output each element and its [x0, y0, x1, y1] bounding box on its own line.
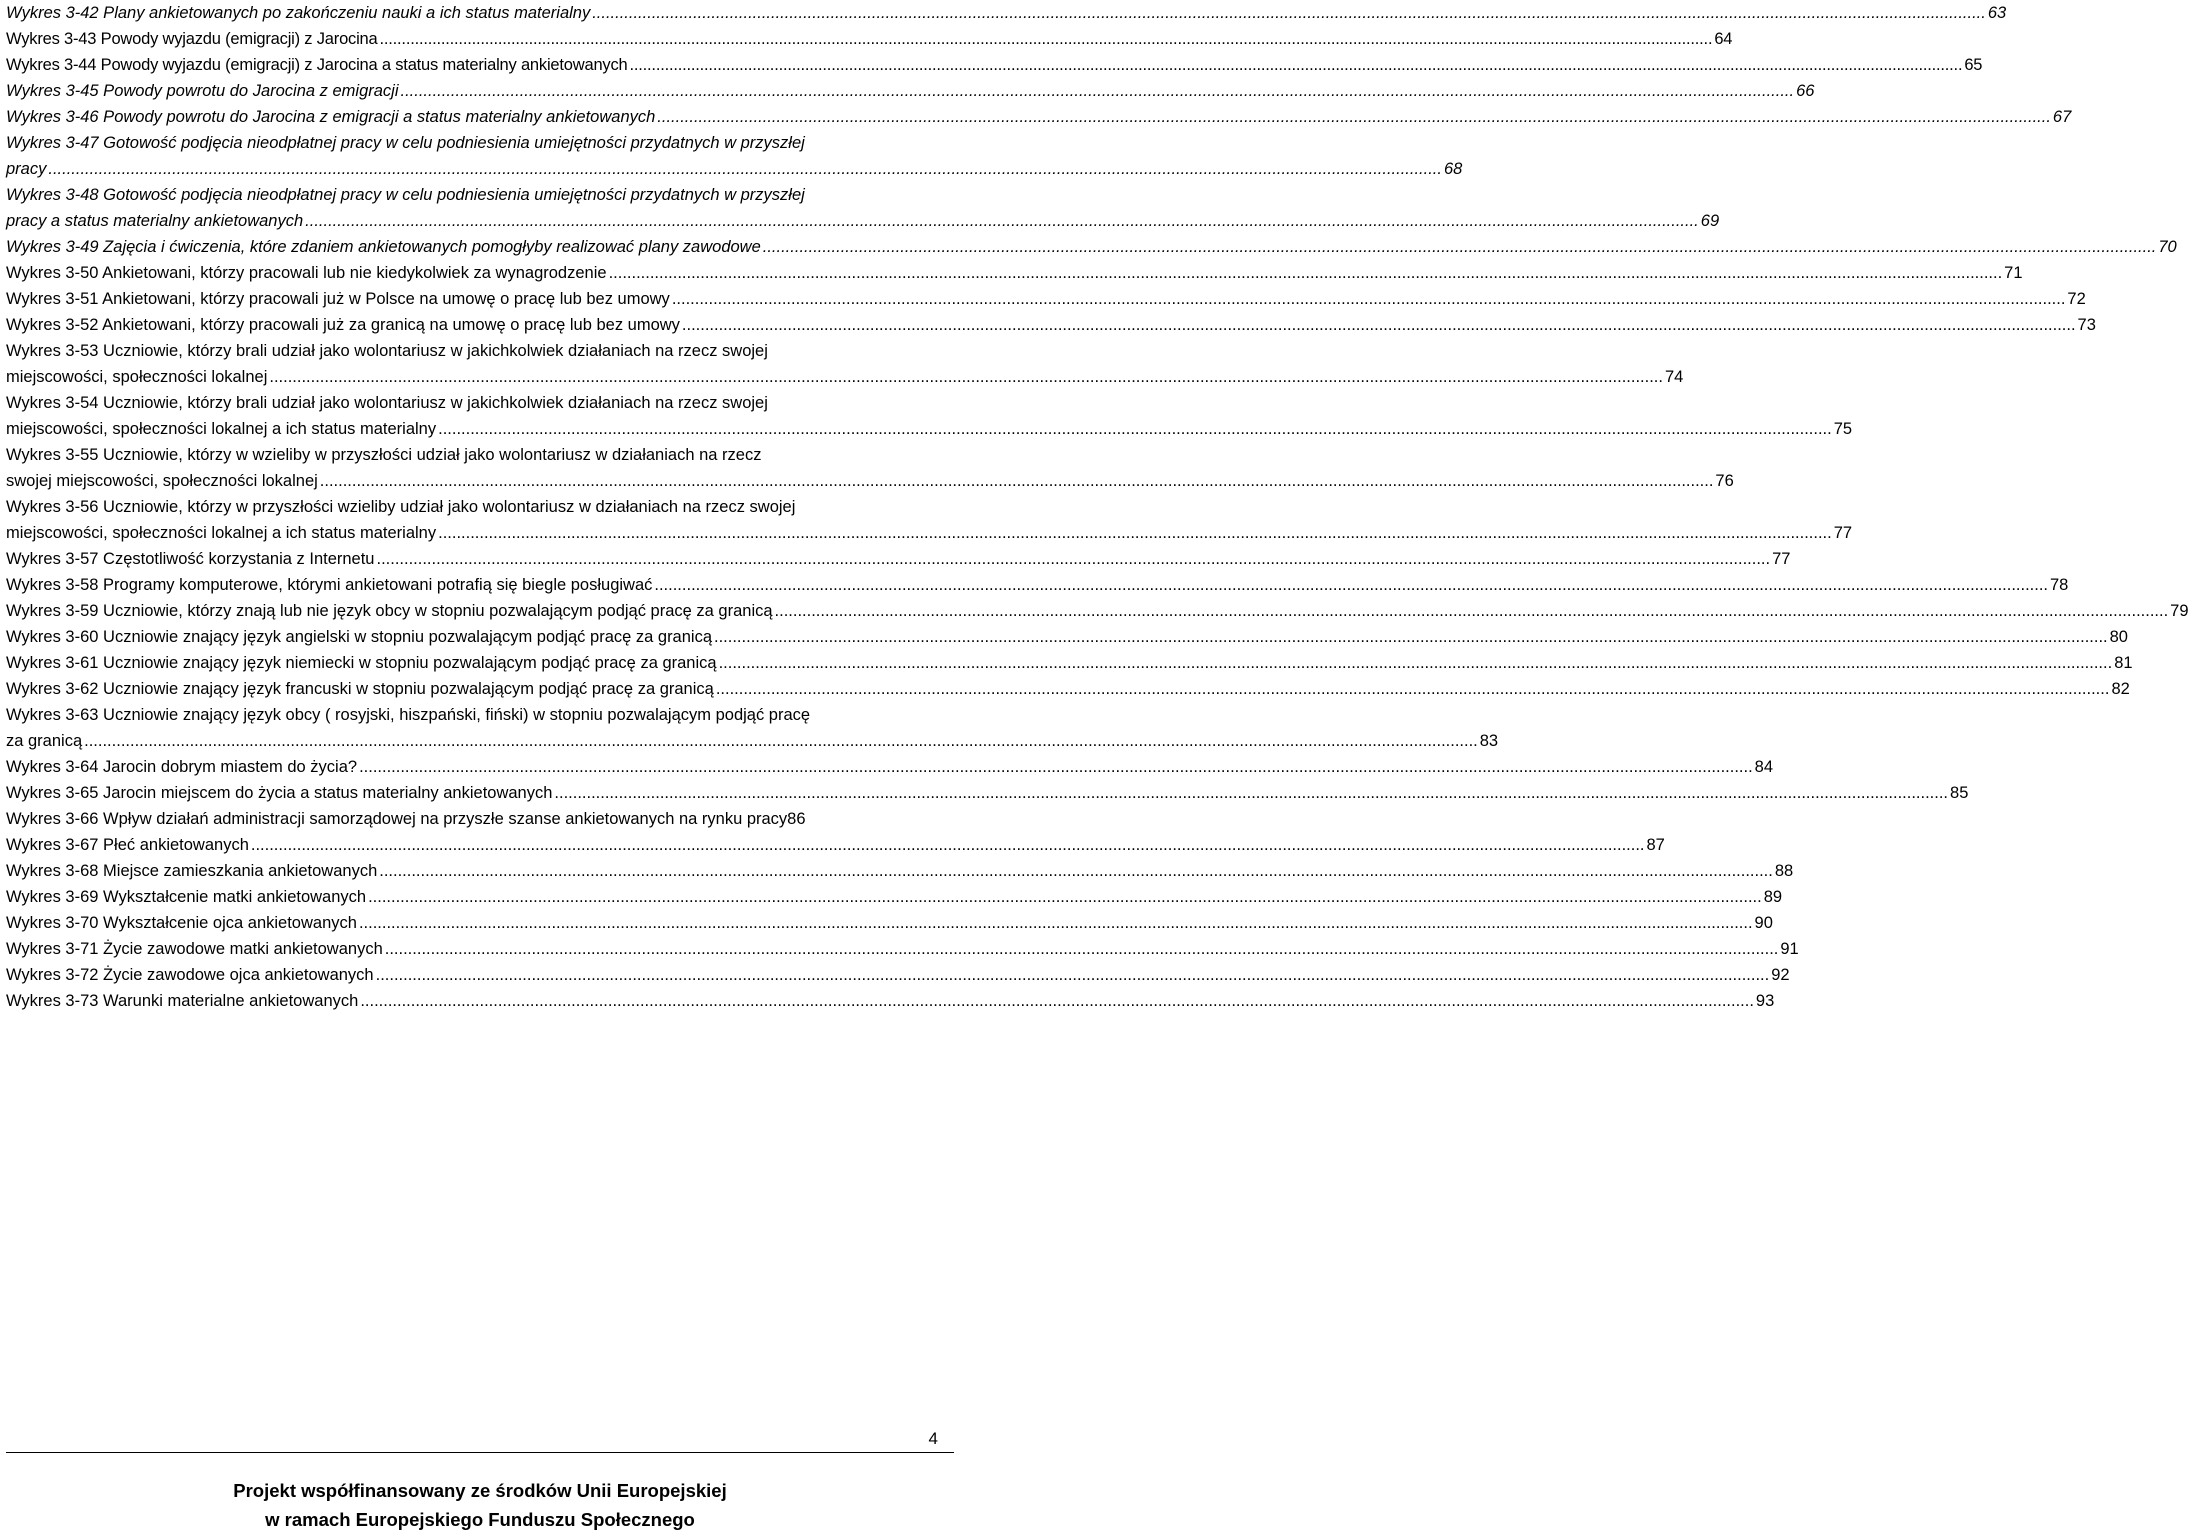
dot-leader [438, 420, 1832, 438]
toc-entry-page: 82 [2111, 680, 2130, 698]
toc-entry-page: 71 [2004, 264, 2023, 282]
toc-entry-title: Wykres 3-43 Powody wyjazdu (emigracji) z Jarocina [6, 30, 378, 48]
toc-entry[interactable] [6, 884, 1783, 910]
toc-entry-title: Wykres 3-70 Wykształcenie ojca ankietowanych [6, 914, 357, 932]
toc-entry-title: Wykres 3-52 Ankietowani, którzy pracowali już za granicą na umowę o pracę lub bez umowy [6, 316, 680, 334]
toc-entry-page: 65 [1964, 56, 1983, 74]
toc-entry-title-line1: Wykres 3-56 Uczniowie, którzy w przyszłości wzieliby udział jako wolontariusz w działaniach na rzecz swojej [6, 498, 796, 516]
table-of-figures [6, 0, 2189, 1014]
toc-entry[interactable] [6, 390, 1853, 442]
toc-entry[interactable] [6, 650, 2133, 676]
toc-entry-title: swojej miejscowości, społeczności lokalnej [6, 472, 318, 490]
toc-entry-page: 79 [2170, 602, 2189, 620]
dot-leader [719, 650, 2113, 676]
dot-leader [609, 260, 2003, 286]
dot-leader [84, 732, 1478, 750]
dot-leader [682, 312, 2076, 338]
toc-entry-title: Wykres 3-72 Życie zawodowe ojca ankietowanych [6, 966, 374, 984]
toc-entry[interactable] [6, 780, 1969, 806]
toc-entry-page: 70 [2158, 238, 2177, 256]
dot-leader [763, 234, 2157, 260]
toc-entry[interactable] [6, 624, 2128, 650]
toc-entry-page: 91 [1780, 940, 1799, 958]
toc-entry-page: 76 [1715, 472, 1734, 490]
toc-entry-title: Wykres 3-73 Warunki materialne ankietowanych [6, 992, 359, 1010]
toc-entry-page: 68 [1443, 160, 1463, 178]
toc-entry-title: Wykres 3-45 Powody powrotu do Jarocina z emigracji [6, 82, 399, 100]
dot-leader [672, 286, 2066, 312]
dot-leader [376, 962, 1770, 988]
toc-entry-title: Wykres 3-69 Wykształcenie matki ankietowanych [6, 888, 367, 906]
toc-entry-page: 90 [1754, 914, 1773, 932]
toc-entry-page: 89 [1763, 888, 1783, 906]
toc-entry-page: 81 [2114, 654, 2133, 672]
toc-entry-title: Wykres 3-62 Uczniowie znający język francuski w stopniu pozwalającym podjąć pracę za granicą [6, 680, 714, 698]
toc-entry[interactable] [6, 312, 2096, 338]
toc-entry-title: Wykres 3-68 Miejsce zamieszkania ankietowanych [6, 862, 378, 880]
toc-entry[interactable] [6, 182, 1720, 234]
toc-entry-title: Wykres 3-51 Ankietowani, którzy pracowali już w Polsce na umowę o pracę lub bez umowy [6, 290, 670, 308]
toc-entry-title: Wykres 3-67 Płeć ankietowanych [6, 836, 249, 854]
dot-leader [48, 160, 1442, 178]
toc-entry[interactable] [6, 286, 2086, 312]
toc-entry-title: Wykres 3-60 Uczniowie znający język angielski w stopniu pozwalającym podjąć pracę za granicą [6, 628, 713, 646]
dot-leader [320, 472, 1714, 490]
toc-entry-title-line1: Wykres 3-53 Uczniowie, którzy brali udział jako wolontariusz w jakichkolwiek działaniach na rzecz swojej [6, 342, 768, 360]
toc-entry-title: miejscowości, społeczności lokalnej a ich status materialny [6, 420, 437, 438]
toc-entry-title: Wykres 3-58 Programy komputerowe, którymi ankietowani potrafią się biegle posługiwać [6, 576, 653, 594]
toc-entry-page: 67 [2052, 108, 2072, 126]
footer-line-1: Projekt współfinansowany ze środków Unii Europejskiej [233, 1480, 727, 1501]
toc-entry[interactable] [6, 0, 2007, 26]
toc-entry-title: Wykres 3-65 Jarocin miejscem do życia a status materialny ankietowanych [6, 784, 553, 802]
dot-leader [716, 676, 2110, 702]
toc-entry-title: pracy a status materialny ankietowanych [6, 212, 304, 230]
dot-leader [359, 754, 1753, 780]
toc-entry-title-line1: Wykres 3-47 Gotowość podjęcia nieodpłatnej pracy w celu podniesienia umiejętności przydatnych w przyszłej [6, 134, 805, 152]
toc-entry[interactable] [6, 676, 2130, 702]
toc-entry[interactable] [6, 936, 1799, 962]
toc-entry[interactable] [6, 962, 1790, 988]
toc-entry-page: 86 [787, 810, 806, 828]
toc-entry-page: 92 [1771, 966, 1790, 984]
toc-entry-page: 80 [2109, 628, 2128, 646]
toc-entry-title: Wykres 3-64 Jarocin dobrym miastem do życia? [6, 758, 358, 776]
dot-leader [554, 780, 1948, 806]
toc-entry-page: 87 [1646, 836, 1665, 854]
toc-entry-title: Wykres 3-44 Powody wyjazdu (emigracji) z Jarocina a status materialny ankietowanych [6, 56, 628, 74]
toc-entry-title: pracy [6, 160, 47, 178]
toc-entry-page: 74 [1664, 368, 1684, 386]
dot-leader [657, 104, 2051, 130]
toc-entry-title-line1: Wykres 3-54 Uczniowie, którzy brali udział jako wolontariusz w jakichkolwiek działaniach na rzecz swojej [6, 394, 768, 412]
toc-entry[interactable] [6, 78, 1815, 104]
toc-entry[interactable] [6, 546, 1791, 572]
toc-entry[interactable] [6, 832, 1665, 858]
toc-entry-page: 88 [1774, 862, 1794, 880]
toc-entry-page: 64 [1714, 30, 1733, 48]
toc-entry-page: 83 [1479, 732, 1499, 750]
toc-entry[interactable] [6, 130, 1463, 182]
toc-entry[interactable] [6, 494, 1853, 546]
dot-leader [379, 858, 1773, 884]
toc-entry-title: Wykres 3-57 Częstotliwość korzystania z Internetu [6, 550, 375, 568]
toc-entry-page: 78 [2050, 576, 2069, 594]
dot-leader [630, 52, 1963, 78]
dot-leader [368, 884, 1762, 910]
toc-entry-title: Wykres 3-71 Życie zawodowe matki ankietowanych [6, 940, 383, 958]
page-number: 4 [928, 1429, 938, 1448]
toc-entry-title-line1: Wykres 3-63 Uczniowie znający język obcy ( rosyjski, hiszpański, fiński) w stopniu pozwalającym podjąć pracę [6, 706, 811, 724]
toc-entry-page: 93 [1755, 992, 1775, 1010]
toc-entry-page: 73 [2077, 316, 2096, 334]
footer [0, 1476, 960, 1534]
toc-entry-page: 85 [1950, 784, 1969, 802]
dot-leader [305, 212, 1699, 230]
dot-leader [377, 546, 1771, 572]
dot-leader [714, 624, 2108, 650]
footer-divider [6, 1452, 954, 1453]
toc-entry[interactable] [6, 572, 2069, 598]
toc-entry-title: Wykres 3-59 Uczniowie, którzy znają lub nie język obcy w stopniu pozwalającym podjąć pracę za granicą [6, 602, 773, 620]
dot-leader [360, 988, 1754, 1014]
toc-entry[interactable] [6, 598, 2189, 624]
toc-entry-title: Wykres 3-66 Wpływ działań administracji samorządowej na przyszłe szanse ankietowanych na rynku pracy [6, 810, 788, 828]
dot-leader [380, 26, 1713, 52]
toc-entry-title: Wykres 3-42 Plany ankietowanych po zakończeniu nauki a ich status materialny [6, 4, 591, 22]
toc-entry[interactable] [6, 442, 1734, 494]
dot-leader [592, 0, 1986, 26]
dot-leader [654, 572, 2048, 598]
footer-line-2: w ramach Europejskiego Funduszu Społecznego [265, 1509, 695, 1530]
toc-entry-page: 75 [1833, 420, 1853, 438]
toc-entry-title: Wykres 3-50 Ankietowani, którzy pracowali lub nie kiedykolwiek za wynagrodzenie [6, 264, 607, 282]
toc-entry-page: 66 [1796, 82, 1815, 100]
toc-entry[interactable] [6, 338, 1684, 390]
toc-entry[interactable] [6, 754, 1774, 780]
toc-entry[interactable] [6, 52, 1983, 78]
toc-entry[interactable] [6, 988, 1775, 1014]
toc-entry-page: 72 [2067, 290, 2086, 308]
toc-entry-title-line1: Wykres 3-55 Uczniowie, którzy w wzieliby w przyszłości udział jako wolontariusz w działaniach na rzecz [6, 446, 762, 464]
dot-leader [385, 936, 1779, 962]
dot-leader [269, 368, 1663, 386]
toc-entry-title: miejscowości, społeczności lokalnej a ich status materialny [6, 524, 437, 542]
toc-entry-page: 77 [1833, 524, 1853, 542]
toc-entry-title: Wykres 3-61 Uczniowie znający język niemiecki w stopniu pozwalającym podjąć pracę za granicą [6, 654, 717, 672]
toc-entry-title: miejscowości, społeczności lokalnej [6, 368, 268, 386]
toc-entry-title: Wykres 3-49 Zajęcia i ćwiczenia, które zdaniem ankietowanych pomogłyby realizować plany zawodowe [6, 238, 761, 256]
toc-entry-page: 77 [1772, 550, 1791, 568]
toc-entry[interactable] [6, 234, 2177, 260]
toc-entry-title-line1: Wykres 3-48 Gotowość podjęcia nieodpłatnej pracy w celu podniesienia umiejętności przydatnych w przyszłej [6, 186, 805, 204]
toc-entry[interactable] [6, 910, 1773, 936]
toc-entry[interactable] [6, 260, 2023, 286]
toc-entry[interactable] [6, 104, 2072, 130]
toc-entry-page: 63 [1987, 4, 2007, 22]
dot-leader [438, 524, 1832, 542]
toc-entry-title: za granicą [6, 732, 83, 750]
toc-entry-title: Wykres 3-46 Powody powrotu do Jarocina z emigracji a status materialny ankietowanych [6, 108, 656, 126]
dot-leader [359, 910, 1753, 936]
toc-entry[interactable] [6, 858, 1794, 884]
toc-entry[interactable] [6, 26, 1733, 52]
dot-leader [775, 598, 2169, 624]
dot-leader [401, 78, 1795, 104]
toc-entry[interactable] [6, 806, 953, 832]
dot-leader [251, 832, 1645, 858]
toc-entry[interactable] [6, 702, 1499, 754]
toc-entry-page: 69 [1700, 212, 1720, 230]
toc-entry-page: 84 [1754, 758, 1774, 776]
